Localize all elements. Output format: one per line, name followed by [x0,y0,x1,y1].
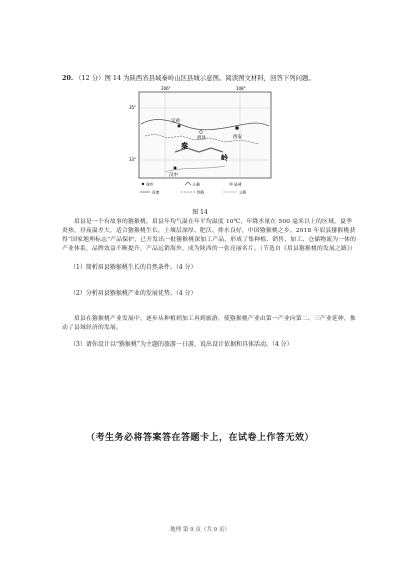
legend-label: 城市 [146,182,154,187]
material-paragraph: 眉县是一个有故事的猕猴桃。眉县年均气温在年平均温度 10℃，年降水量在 500 毫米以上的区域，夏季炎热，昼夜温差大，适合猕猴桃生长，土壤层深厚、肥沃、排水良好，中国猕猴桃之乡。2018 年眉县猕猴桃获得“国家地理标志”产品保护，已开发出一批猕猴桃深加工产品，形成了集种植、销售、加工、仓储物流为一体的产业体系，品牌效益不断提升，产品远销海外，成为陕西的一张亮丽名片。（节选自《眉县猕猴桃的发展之路》） [62,219,357,252]
question-stem [62,74,352,83]
place-label-meixian: 眉县 [197,136,206,141]
sub-question-3: （3）请你设计以“猕猴桃”为主题的旅游一日游，说出设计依据和具体活动。（4 分） [70,341,293,348]
lon-label: 108° [236,86,246,91]
city-marker-baoji [178,125,181,128]
legend-label: 山脉 [193,182,201,187]
lat-label: 33° [129,157,137,162]
map-frame [139,92,271,178]
question-number: 20. [62,74,74,82]
legend-county-icon [230,183,232,185]
sub-question-2: （2）分析眉县猕猴桃产业的发展优势。（4 分） [70,290,197,297]
map-legend [140,182,247,195]
sub-question-1: （1）简析眉县猕猴桃生长的自然条件。（4 分） [70,264,197,271]
legend-mountain-icon [185,182,191,185]
page-footer: 地理 第 9 页（共 9 页） [170,527,230,533]
place-label-baoji: 宝鸡 [171,119,180,124]
lon-label: 106° [161,86,171,91]
city-marker-xian [235,126,239,130]
legend-label: 河流 [152,190,160,195]
city-marker-hanzhong [174,167,177,170]
legend-label: 公路 [239,190,247,195]
place-label-hanzhong: 汉中 [169,173,178,178]
region-label-ling: 岭 [221,154,228,162]
figure-caption: 图 14 [192,209,208,216]
question-stem-text: （12 分）图 14 为陕西省县域秦岭山区县城示意图。阅读图文材料，回答下列问题。 [75,74,315,82]
map-figure [129,86,275,198]
lat-label: 35° [129,105,137,110]
legend-city-icon [142,183,144,185]
region-label-qin: 秦 [181,142,188,150]
legend-label: 铁路 [197,190,205,195]
legend-label: 县城 [234,182,242,187]
place-label-xian: 西安 [233,135,242,140]
answer-notice: （考生务必将答案答在答题卡上，在试卷上作答无效） [85,433,314,443]
material-paragraph-2: 眉县在猕猴桃产业发展中，逐步从种植到加工再到旅游，使猕猴桃产业由第一产业向第二、三产业延伸，推动了县域经济的发展。 [62,316,356,331]
